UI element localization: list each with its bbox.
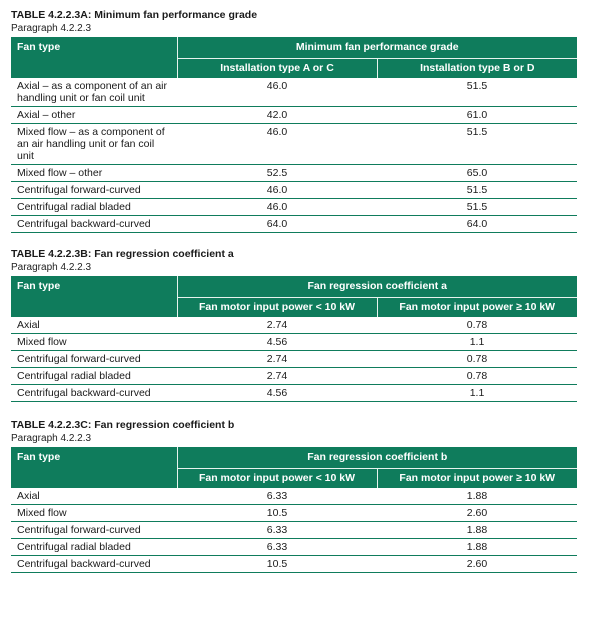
row-value-2: 61.0	[377, 107, 577, 124]
table-b-header-fan-type: Fan type	[11, 276, 177, 317]
row-value-1: 6.33	[177, 539, 377, 556]
table-row	[11, 216, 577, 233]
table-c-subheader-2: Fan motor input power ≥ 10 kW	[377, 468, 577, 488]
row-value-2: 64.0	[377, 216, 577, 233]
table-b-number: TABLE 4.2.2.3B:	[11, 248, 92, 260]
table-row	[11, 522, 577, 539]
row-value-2: 51.5	[377, 78, 577, 107]
table-c-number: TABLE 4.2.2.3C:	[11, 419, 92, 431]
row-value-1: 52.5	[177, 165, 377, 182]
table-b-subheader-1: Fan motor input power < 10 kW	[177, 297, 377, 317]
table-b-caption: Fan regression coefficient a	[94, 248, 234, 260]
row-value-2: 51.5	[377, 182, 577, 199]
row-value-1: 6.33	[177, 488, 377, 505]
table-c-paragraph-ref: Paragraph 4.2.2.3	[11, 433, 92, 444]
table-a-paragraph-ref: Paragraph 4.2.2.3	[11, 23, 92, 34]
table-row	[11, 182, 577, 199]
table-row	[11, 368, 577, 385]
row-value-1: 42.0	[177, 107, 377, 124]
table-b-title	[11, 247, 579, 261]
row-value-2: 65.0	[377, 165, 577, 182]
row-value-2: 51.5	[377, 199, 577, 216]
table-row	[11, 351, 577, 368]
row-label: Axial – as a component of an air handling unit or fan coil unit	[11, 78, 177, 107]
table-row	[11, 488, 577, 505]
row-label: Axial	[11, 317, 177, 334]
table-b-subheader-2: Fan motor input power ≥ 10 kW	[377, 297, 577, 317]
row-value-1: 64.0	[177, 216, 377, 233]
row-value-2: 0.78	[377, 368, 577, 385]
table-row	[11, 556, 577, 573]
table-a-title	[11, 8, 579, 22]
row-value-2: 1.88	[377, 488, 577, 505]
row-value-2: 0.78	[377, 351, 577, 368]
table-b-block	[11, 247, 579, 402]
row-value-1: 2.74	[177, 351, 377, 368]
row-label: Mixed flow – other	[11, 165, 177, 182]
row-value-2: 2.60	[377, 556, 577, 573]
row-value-1: 6.33	[177, 522, 377, 539]
table-c-subheader-1: Fan motor input power < 10 kW	[177, 468, 377, 488]
table-a-subheader-2: Installation type B or D	[377, 58, 577, 78]
row-value-2: 51.5	[377, 124, 577, 165]
table-a-caption: Minimum fan performance grade	[94, 9, 258, 21]
row-value-2: 1.1	[377, 334, 577, 351]
table-row	[11, 539, 577, 556]
table-a-header-fan-type: Fan type	[11, 37, 177, 78]
row-label: Axial – other	[11, 107, 177, 124]
row-label: Mixed flow	[11, 505, 177, 522]
table-c-header-fan-type: Fan type	[11, 447, 177, 488]
table-b	[11, 276, 577, 402]
table-row	[11, 165, 577, 182]
table-c-header-group: Fan regression coefficient b	[177, 447, 577, 468]
row-label: Centrifugal radial bladed	[11, 368, 177, 385]
row-value-2: 0.78	[377, 317, 577, 334]
row-label: Mixed flow – as a component of an air handling unit or fan coil unit	[11, 124, 177, 165]
row-value-2: 1.88	[377, 522, 577, 539]
row-value-1: 10.5	[177, 556, 377, 573]
table-a	[11, 37, 577, 233]
table-row	[11, 505, 577, 522]
row-value-1: 4.56	[177, 334, 377, 351]
table-c-caption: Fan regression coefficient b	[94, 419, 235, 431]
row-value-2: 1.88	[377, 539, 577, 556]
row-label: Mixed flow	[11, 334, 177, 351]
row-label: Centrifugal backward-curved	[11, 216, 177, 233]
row-value-1: 2.74	[177, 368, 377, 385]
row-label: Centrifugal radial bladed	[11, 199, 177, 216]
table-c	[11, 447, 577, 573]
table-row	[11, 385, 577, 402]
row-value-1: 46.0	[177, 182, 377, 199]
table-a-header-group: Minimum fan performance grade	[177, 37, 577, 58]
row-value-1: 2.74	[177, 317, 377, 334]
row-value-2: 2.60	[377, 505, 577, 522]
row-label: Centrifugal radial bladed	[11, 539, 177, 556]
row-label: Centrifugal backward-curved	[11, 385, 177, 402]
row-label: Centrifugal forward-curved	[11, 522, 177, 539]
table-row	[11, 78, 577, 107]
table-b-header-group: Fan regression coefficient a	[177, 276, 577, 297]
table-row	[11, 199, 577, 216]
row-value-2: 1.1	[377, 385, 577, 402]
row-value-1: 46.0	[177, 78, 377, 107]
table-c-block	[11, 418, 579, 573]
document-page	[11, 8, 579, 573]
row-value-1: 46.0	[177, 124, 377, 165]
table-a-block	[11, 8, 579, 233]
table-row	[11, 124, 577, 165]
table-c-title	[11, 418, 579, 432]
table-a-number: TABLE 4.2.2.3A:	[11, 9, 92, 21]
row-label: Centrifugal forward-curved	[11, 351, 177, 368]
row-value-1: 46.0	[177, 199, 377, 216]
table-row	[11, 107, 577, 124]
row-value-1: 10.5	[177, 505, 377, 522]
row-value-1: 4.56	[177, 385, 377, 402]
row-label: Centrifugal backward-curved	[11, 556, 177, 573]
table-b-paragraph-ref: Paragraph 4.2.2.3	[11, 262, 92, 273]
table-row	[11, 334, 577, 351]
row-label: Axial	[11, 488, 177, 505]
row-label: Centrifugal forward-curved	[11, 182, 177, 199]
table-a-subheader-1: Installation type A or C	[177, 58, 377, 78]
table-row	[11, 317, 577, 334]
